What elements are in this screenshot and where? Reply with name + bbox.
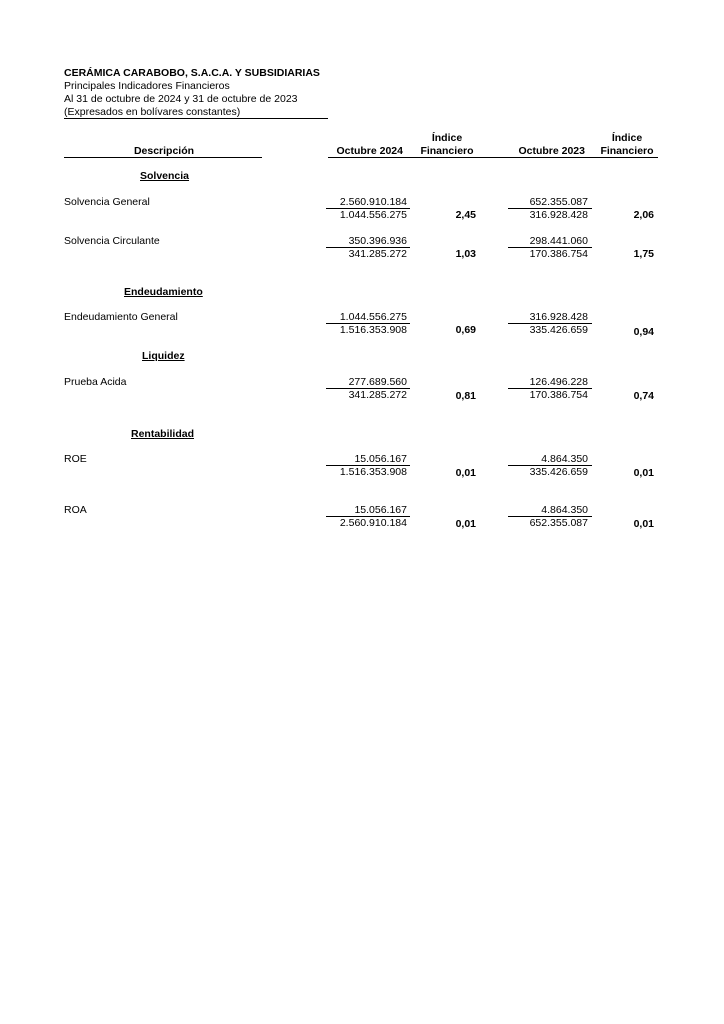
denominator-2023: 170.386.754 bbox=[529, 248, 588, 260]
section-endeudamiento: Endeudamiento bbox=[124, 286, 203, 298]
denominator-2024: 1.516.353.908 bbox=[339, 466, 407, 478]
section-solvencia: Solvencia bbox=[140, 170, 190, 182]
denominator-2024: 341.285.272 bbox=[348, 248, 407, 260]
col-oct2023: Octubre 2023 bbox=[518, 145, 585, 157]
col-indice-b-l2: Financiero bbox=[600, 145, 654, 157]
numerator-2024: 277.689.560 bbox=[348, 376, 407, 388]
row-label: Solvencia General bbox=[64, 196, 150, 208]
denominator-2023: 335.426.659 bbox=[529, 324, 588, 336]
numerator-2024: 350.396.936 bbox=[348, 235, 407, 247]
index-2024: 0,69 bbox=[455, 324, 476, 336]
row-label: ROA bbox=[64, 504, 87, 516]
numerator-2023: 298.441.060 bbox=[529, 235, 588, 247]
col-descripcion: Descripción bbox=[133, 145, 195, 157]
row-label: Endeudamiento General bbox=[64, 311, 178, 323]
row-label: Prueba Acida bbox=[64, 376, 127, 388]
denominator-2024: 2.560.910.184 bbox=[339, 517, 407, 529]
numerator-2024: 2.560.910.184 bbox=[339, 196, 407, 208]
denominator-2023: 335.426.659 bbox=[529, 466, 588, 478]
section-rentabilidad: Rentabilidad bbox=[131, 428, 195, 440]
index-2023: 0,01 bbox=[633, 467, 654, 479]
index-2023: 2,06 bbox=[633, 209, 654, 221]
denominator-2023: 652.355.087 bbox=[529, 517, 588, 529]
denominator-2023: 316.928.428 bbox=[529, 209, 588, 221]
denominator-2023: 170.386.754 bbox=[529, 389, 588, 401]
index-2023: 0,94 bbox=[633, 326, 654, 338]
col-indice-a-l1: Índice bbox=[431, 132, 463, 144]
row-label: ROE bbox=[64, 453, 87, 465]
index-2023: 0,74 bbox=[633, 390, 654, 402]
section-liquidez: Liquidez bbox=[142, 350, 185, 362]
index-2024: 0,01 bbox=[455, 467, 476, 479]
report-subtitle: Principales Indicadores Financieros bbox=[64, 80, 230, 92]
numerator-2024: 15.056.167 bbox=[354, 453, 407, 465]
report-period: Al 31 de octubre de 2024 y 31 de octubre de 2023 bbox=[64, 93, 298, 105]
numerator-2024: 15.056.167 bbox=[354, 504, 407, 516]
col-descripcion-underline bbox=[64, 157, 262, 158]
index-2024: 1,03 bbox=[455, 248, 476, 260]
numerator-2023: 316.928.428 bbox=[529, 311, 588, 323]
col-oct2024: Octubre 2024 bbox=[336, 145, 403, 157]
row-label: Solvencia Circulante bbox=[64, 235, 160, 247]
index-2024: 0,01 bbox=[455, 518, 476, 530]
index-2023: 1,75 bbox=[633, 248, 654, 260]
index-2024: 2,45 bbox=[455, 209, 476, 221]
denominator-2024: 1.516.353.908 bbox=[339, 324, 407, 336]
index-2024: 0,81 bbox=[455, 390, 476, 402]
company-name: CERÁMICA CARABOBO, S.A.C.A. Y SUBSIDIARIAS bbox=[64, 67, 320, 79]
report-note: (Expresados en bolívares constantes) bbox=[64, 106, 241, 118]
numerator-2023: 126.496.228 bbox=[529, 376, 588, 388]
col-indice-b-l1: Índice bbox=[611, 132, 643, 144]
header-divider bbox=[64, 118, 328, 119]
numerator-2023: 4.864.350 bbox=[541, 453, 588, 465]
numerator-2024: 1.044.556.275 bbox=[339, 311, 407, 323]
denominator-2024: 1.044.556.275 bbox=[339, 209, 407, 221]
numerator-2023: 652.355.087 bbox=[529, 196, 588, 208]
index-2023: 0,01 bbox=[633, 518, 654, 530]
col-header-underline bbox=[328, 157, 658, 158]
col-indice-a-l2: Financiero bbox=[420, 145, 474, 157]
numerator-2023: 4.864.350 bbox=[541, 504, 588, 516]
denominator-2024: 341.285.272 bbox=[348, 389, 407, 401]
